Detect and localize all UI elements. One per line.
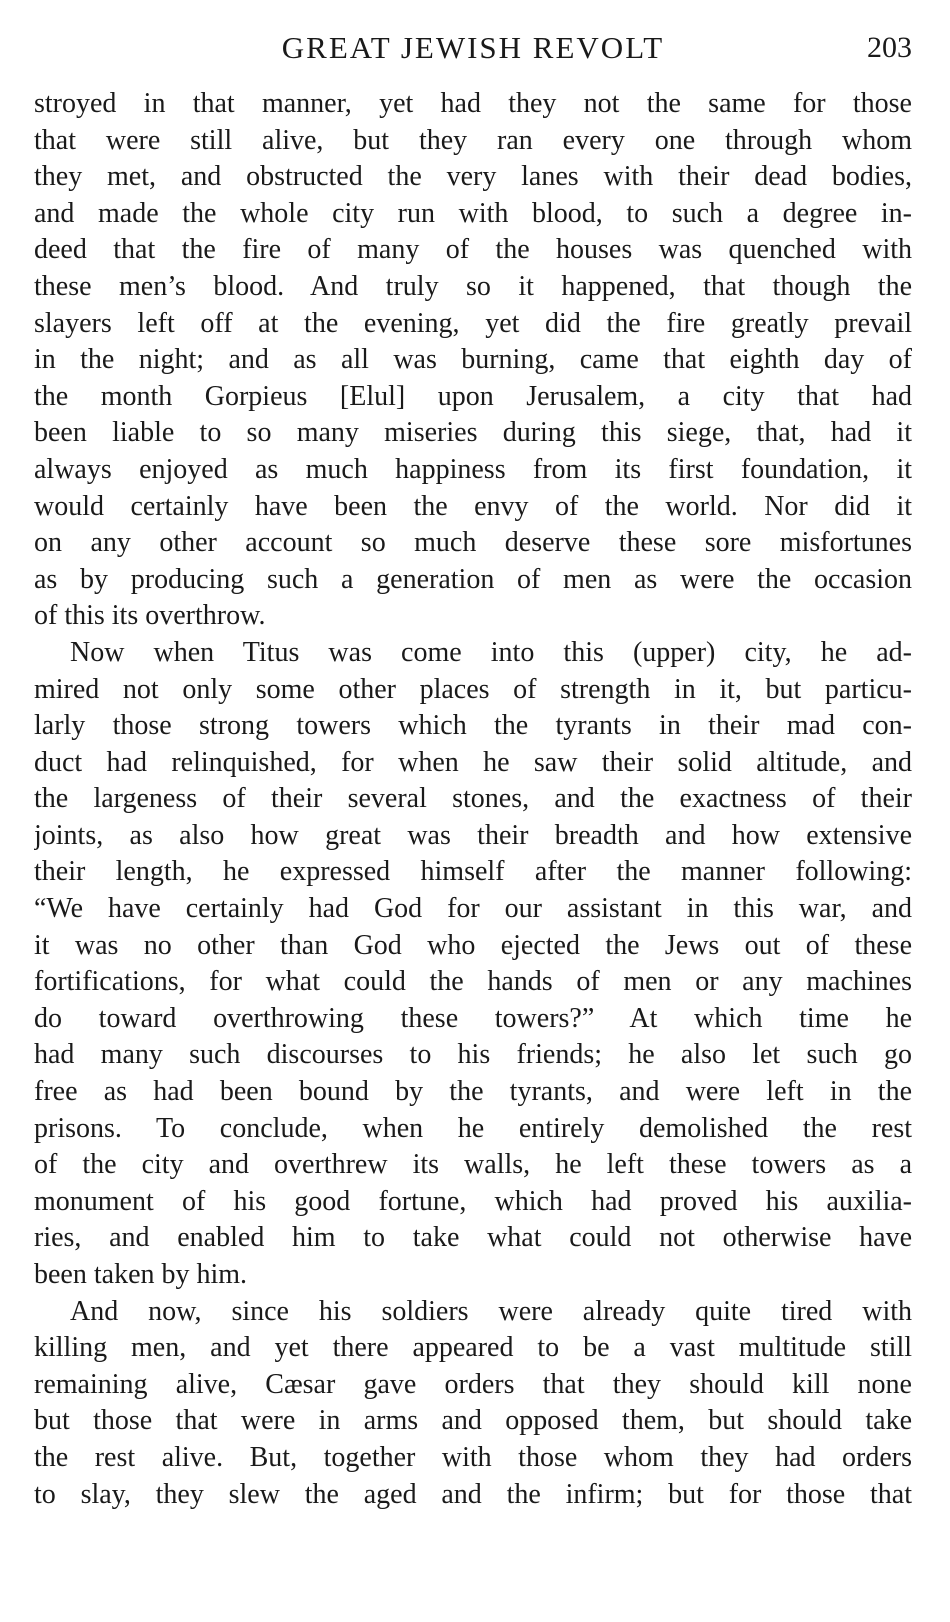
text-line: fortifications, for what could the hands of men or any machines — [34, 966, 912, 998]
text-line: free as had been bound by the tyrants, and were left in the — [34, 1076, 912, 1108]
running-head — [34, 26, 912, 70]
text-line: the rest alive. But, together with those whom they had orders — [34, 1441, 912, 1473]
text-line: to slay, they slew the aged and the infirm; but for those that — [34, 1478, 912, 1510]
text-line: these men’s blood. And truly so it happened, that though the — [34, 270, 912, 302]
text-line: been liable to so many miseries during this siege, that, had it — [34, 417, 912, 449]
text-line: on any other account so much deserve these sore misfortunes — [34, 527, 912, 559]
text-line: that were still alive, but they ran every one through whom — [34, 124, 912, 156]
text-line: of this its overthrow. — [34, 600, 266, 632]
text-line: but those that were in arms and opposed them, but should take — [34, 1405, 912, 1437]
text-line: mired not only some other places of strength in it, but particu- — [34, 673, 912, 705]
text-line: deed that the fire of many of the houses was quenched with — [34, 234, 912, 266]
text-line: would certainly have been the envy of the world. Nor did it — [34, 490, 912, 522]
text-line: And now, since his soldiers were already quite tired with — [70, 1295, 912, 1327]
text-line: “We have certainly had God for our assistant in this war, and — [34, 893, 912, 925]
page-number: 203 — [867, 31, 912, 64]
text-line: always enjoyed as much happiness from its first foundation, it — [34, 453, 912, 485]
text-line: ries, and enabled him to take what could not otherwise have — [34, 1222, 912, 1254]
text-line: they met, and obstructed the very lanes with their dead bodies, — [34, 161, 912, 193]
text-line: as by producing such a generation of men as were the occasion — [34, 563, 912, 595]
text-line: slayers left off at the evening, yet did the fire greatly prevail — [34, 307, 912, 339]
text-line: remaining alive, Cæsar gave orders that they should kill none — [34, 1368, 912, 1400]
text-line: their length, he expressed himself after the manner following: — [34, 856, 912, 888]
text-line: been taken by him. — [34, 1259, 248, 1290]
text-line: killing men, and yet there appeared to be a vast multitude still — [34, 1332, 912, 1364]
text-line: joints, as also how great was their breadth and how extensive — [34, 819, 912, 851]
text-line: of the city and overthrew its walls, he left these towers as a — [34, 1149, 912, 1181]
text-line: duct had relinquished, for when he saw their solid altitude, and — [34, 746, 912, 778]
body-text — [34, 86, 912, 1513]
text-line: larly those strong towers which the tyrants in their mad con- — [34, 710, 912, 742]
text-line: stroyed in that manner, yet had they not the same for those — [34, 88, 912, 119]
text-line: and made the whole city run with blood, to such a degree in- — [34, 197, 912, 229]
text-line: it was no other than God who ejected the Jews out of these — [34, 929, 912, 961]
text-line: the largeness of their several stones, and the exactness of their — [34, 783, 912, 815]
text-line: in the night; and as all was burning, came that eighth day of — [34, 344, 912, 376]
text-line: do toward overthrowing these towers?” At which time he — [34, 1002, 912, 1034]
text-line: the month Gorpieus [Elul] upon Jerusalem, a city that had — [34, 380, 912, 412]
text-line: Now when Titus was come into this (upper) city, he ad- — [70, 636, 912, 668]
text-line: monument of his good fortune, which had proved his auxilia- — [34, 1185, 912, 1217]
running-title: GREAT JEWISH REVOLT — [281, 30, 665, 65]
text-line: had many such discourses to his friends; he also let such go — [34, 1039, 912, 1071]
text-line: prisons. To conclude, when he entirely demolished the rest — [34, 1112, 912, 1144]
